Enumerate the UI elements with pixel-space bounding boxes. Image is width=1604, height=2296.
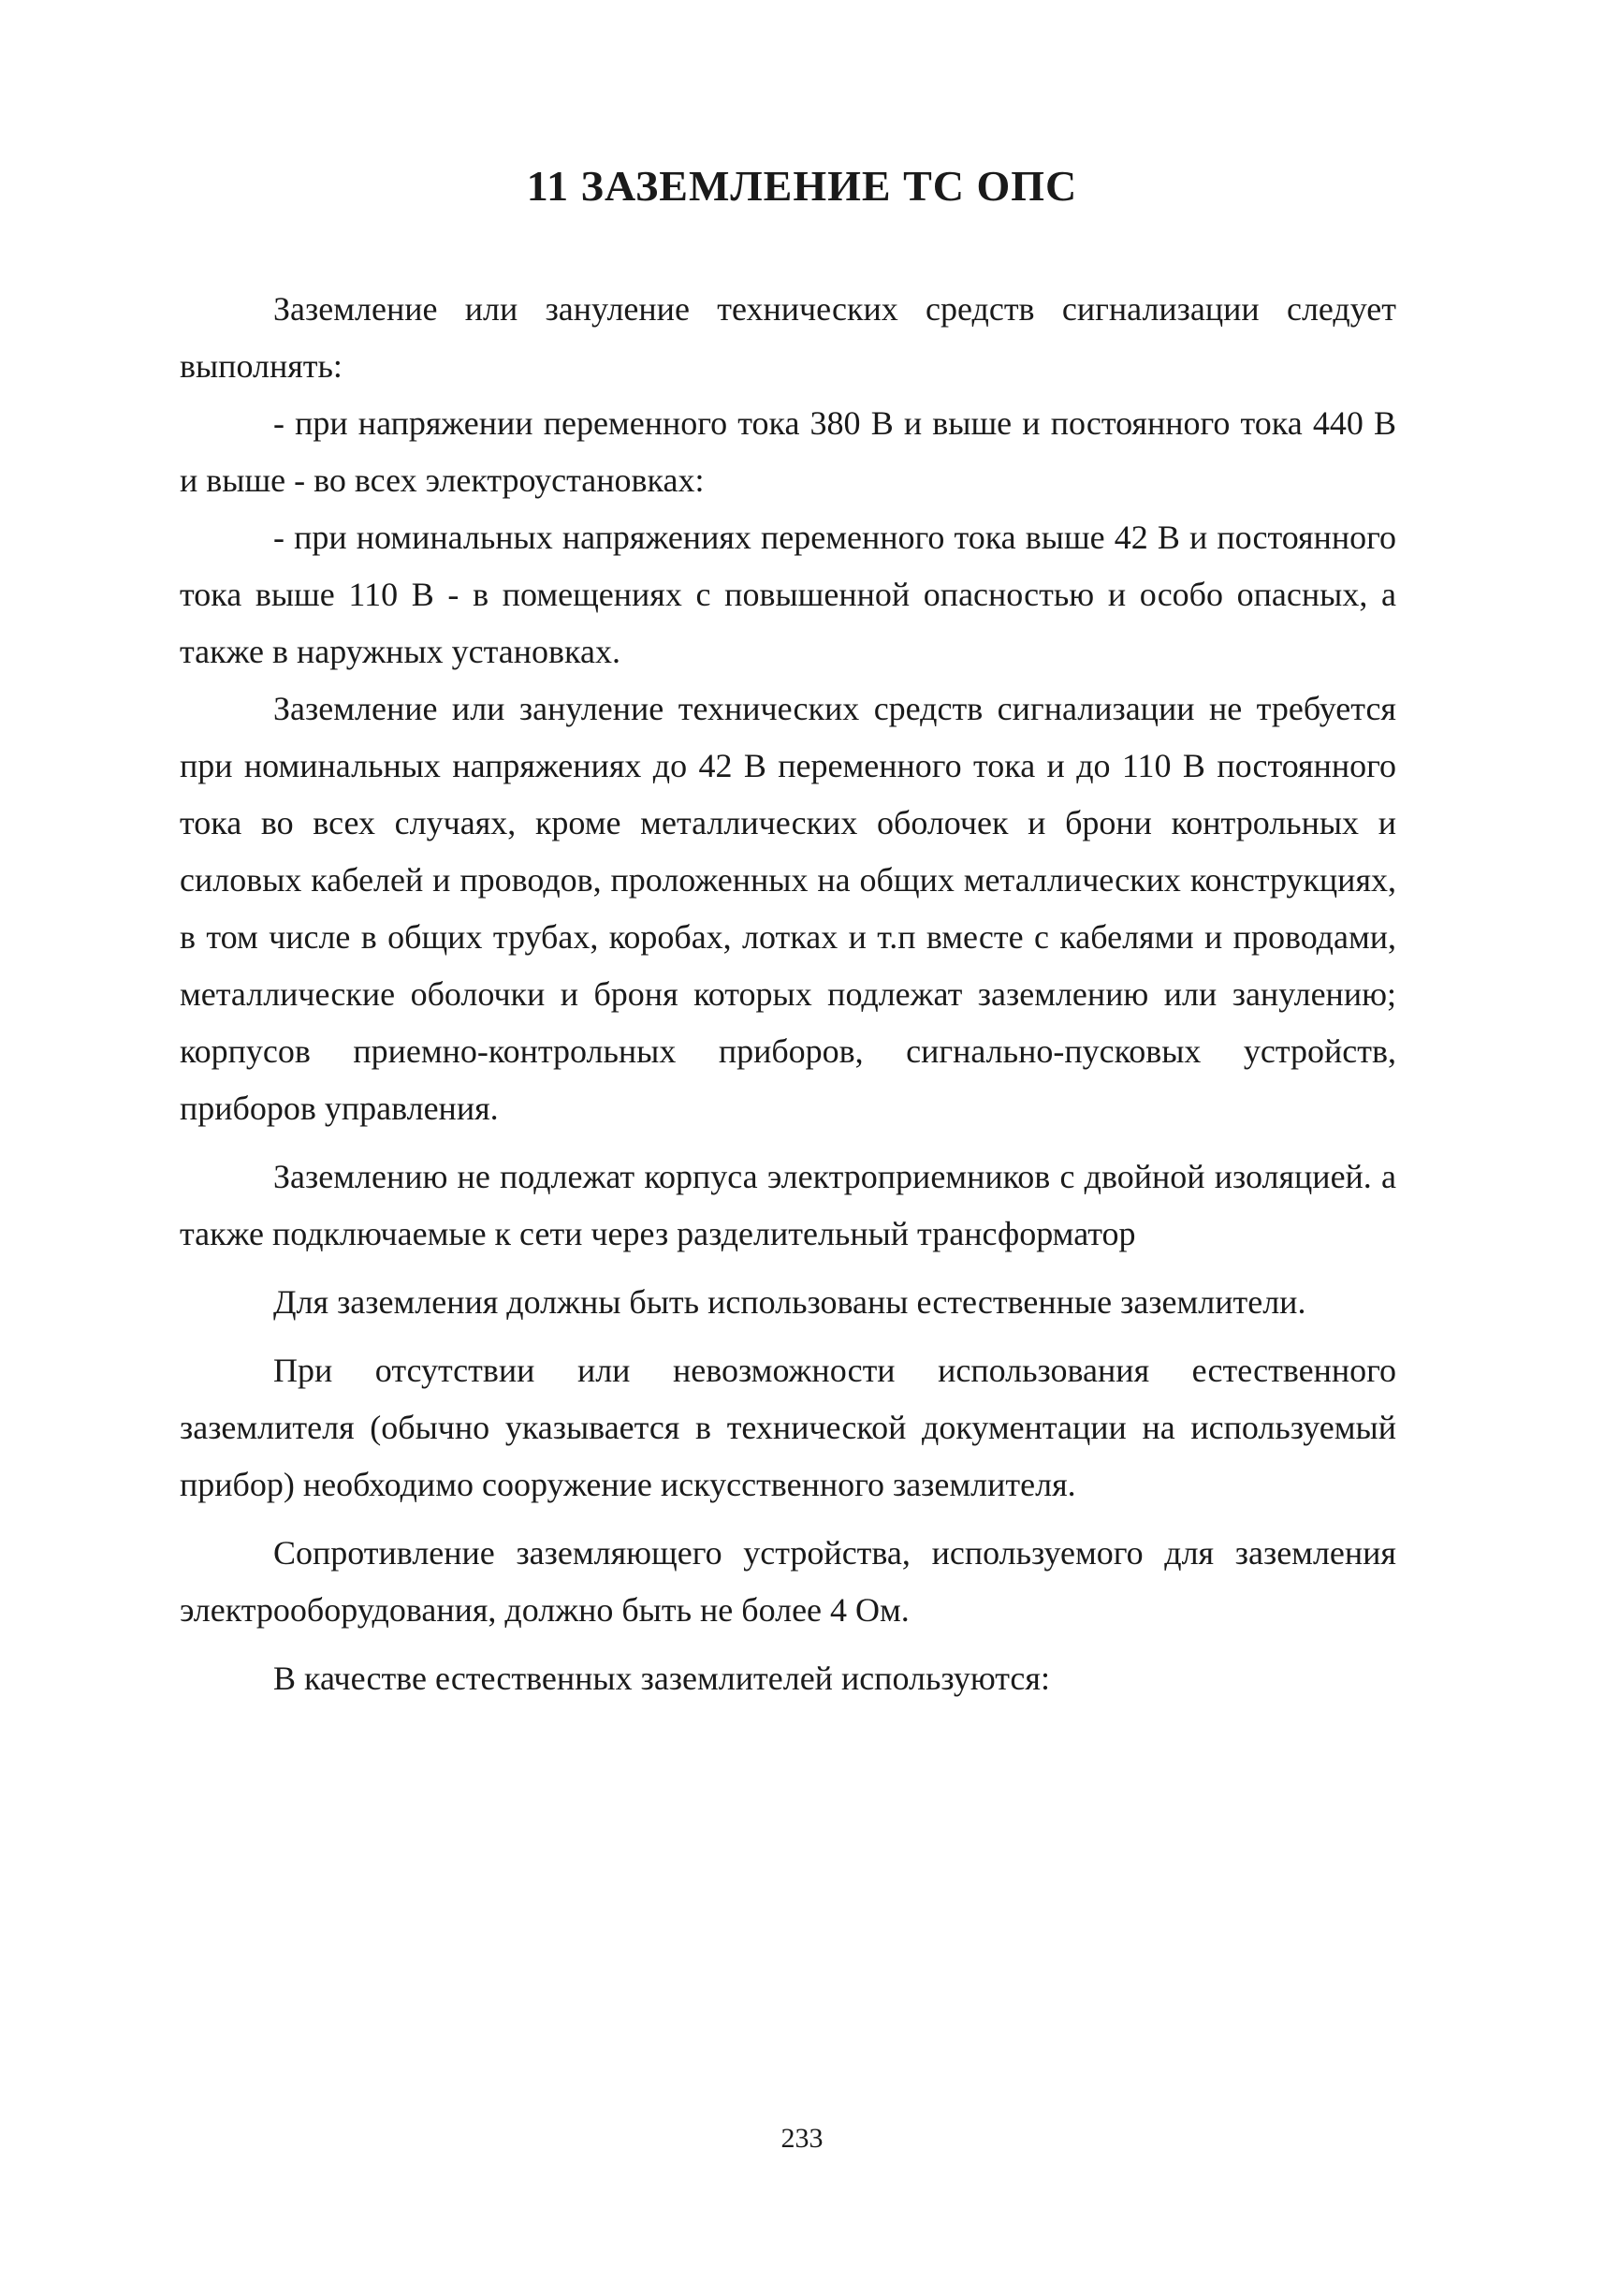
paragraph: В качестве естественных заземлителей используются: (273, 1660, 1050, 1697)
paragraph: Заземление или зануление технических средств сигнализации не требуется при номинальных напряжениях до 42 В переменного тока и до 110 В постоянного тока во всех случаях, кроме металлических оболочек и брони контрольных и силовых кабелей и проводов, проложенных на общих металлических конструкциях, в том числе в общих трубах, коробах, лотках и т.п вместе с кабелями и проводами, металлические оболочки и броня которых подлежат заземлению или занулению; корпусов приемно-контрольных приборов, сигнально-пусковых устройств, приборов управления. (180, 690, 1396, 1127)
paragraph: Заземлению не подлежат корпуса электроприемников с двойной изоляцией. а также подключаемые к сети через разделительный трансформатор (180, 1158, 1396, 1252)
page-number: 233 (780, 2123, 824, 2154)
body-text (180, 281, 1396, 1707)
paragraph: Заземление или зануление технических средств сигнализации следует выполнять: (180, 290, 1396, 385)
paragraph: Для заземления должны быть использованы естественные заземлители. (273, 1283, 1306, 1321)
paragraph: При отсутствии или невозможности использования естественного заземлителя (обычно указывается в технической документации на используемый прибор) необходимо сооружение искусственного заземлителя. (180, 1352, 1396, 1503)
paragraph: - при напряжении переменного тока 380 В и выше и постоянного тока 440 В и выше - во всех электроустановках: (180, 404, 1396, 499)
section-title: 11 ЗАЗЕМЛЕНИЕ ТС ОПС (526, 162, 1078, 210)
paragraph: Сопротивление заземляющего устройства, используемого для заземления электрооборудования, должно быть не более 4 Ом. (180, 1534, 1396, 1629)
paragraph: - при номинальных напряжениях переменного тока выше 42 В и постоянного тока выше 110 В - в помещениях с повышенной опасностью и особо опасных, а также в наружных установках. (180, 519, 1396, 670)
